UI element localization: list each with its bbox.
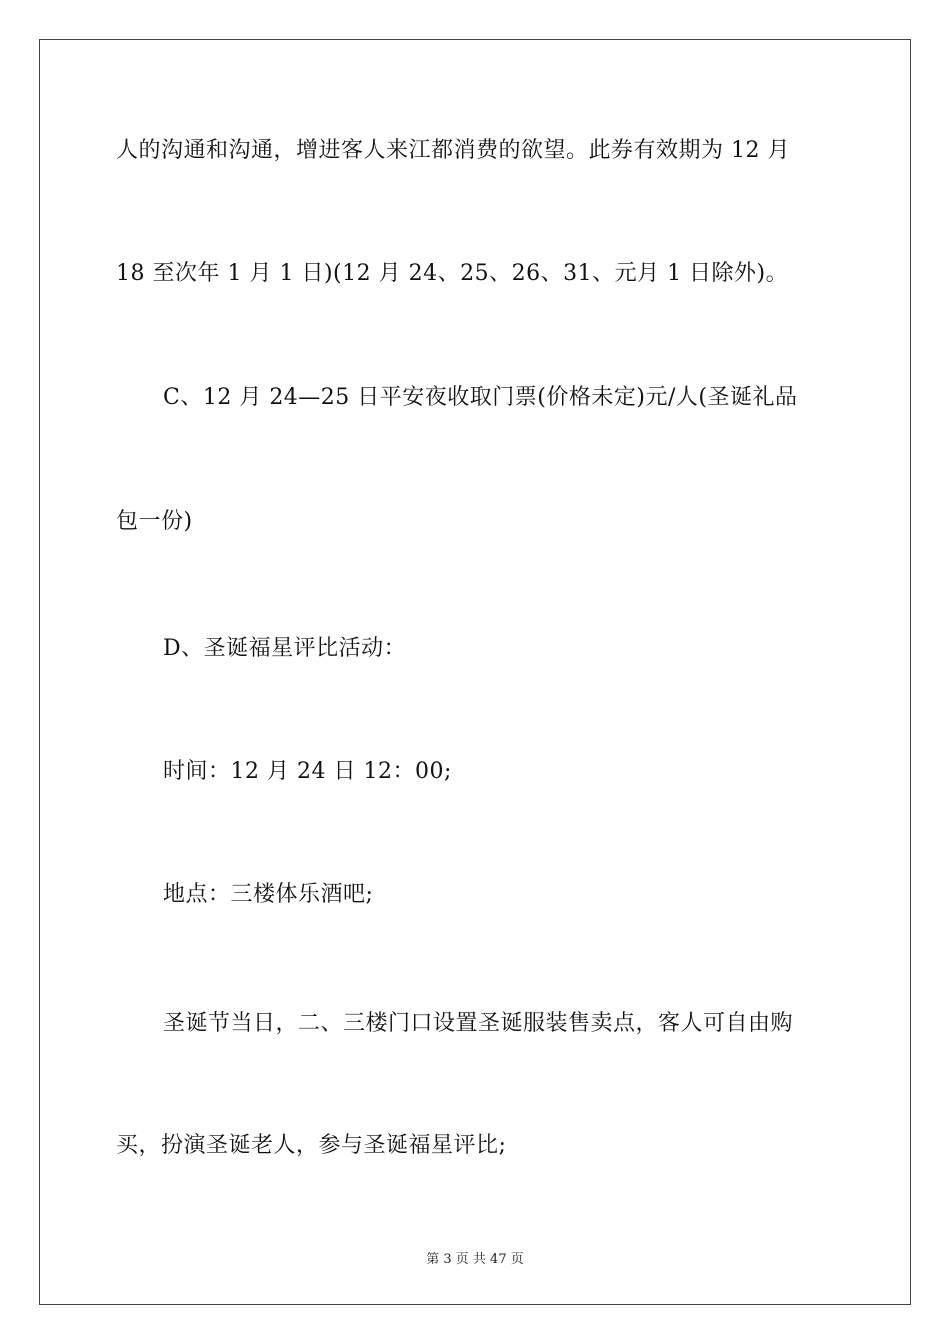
page-number-footer: 第 3 页 共 47 页 (426, 1252, 524, 1267)
body-text-line: 包一份) (116, 509, 193, 534)
body-text-line: 时间：12 月 24 日 12：00; (163, 759, 452, 784)
page-border (39, 39, 911, 1305)
body-text-line: C、12 月 24—25 日平安夜收取门票(价格未定)元/人(圣诞礼品 (163, 385, 798, 410)
body-text-line: 18 至次年 1 月 1 日)(12 月 24、25、26、31、元月 1 日除外)。 (116, 261, 789, 286)
body-text-line: 人的沟通和沟通，增进客人来江都消费的欲望。此券有效期为 12 月 (116, 138, 790, 163)
body-text-line: 圣诞节当日，二、三楼门口设置圣诞服装售卖点，客人可自由购 (163, 1011, 794, 1036)
body-text-line: 买，扮演圣诞老人，参与圣诞福星评比; (116, 1133, 507, 1158)
section-heading: D、圣诞福星评比活动： (163, 636, 407, 661)
body-text-line: 地点：三楼体乐酒吧; (163, 882, 374, 907)
